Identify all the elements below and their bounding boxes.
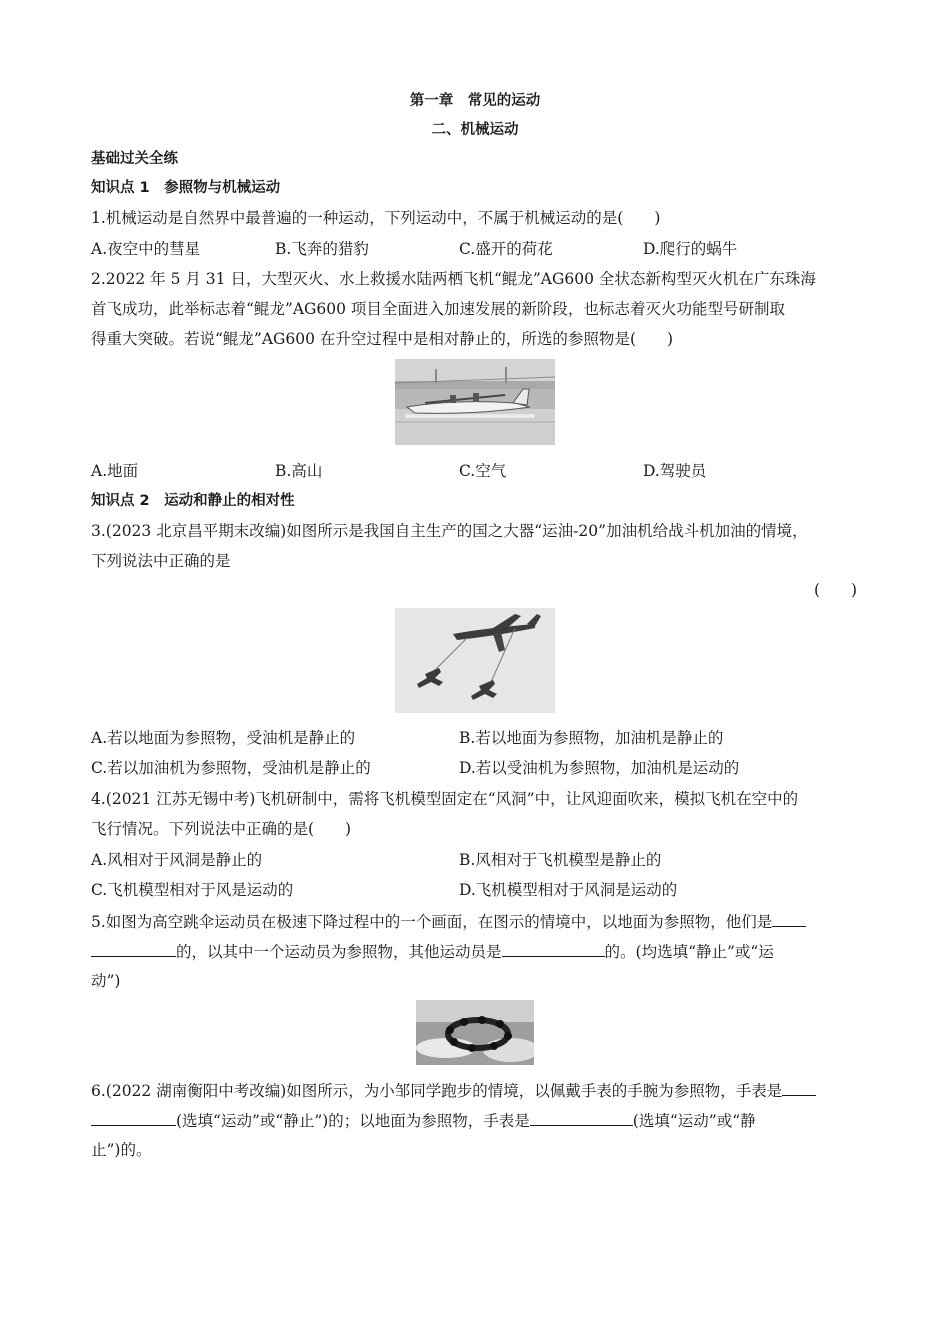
- q3-option-d: D.若以受油机为参照物，加油机是运动的: [459, 759, 740, 777]
- question-6-line-3: 止”)的。: [91, 1141, 152, 1159]
- q4-option-c: C.飞机模型相对于风是运动的: [91, 881, 294, 899]
- question-2-line-2: 首飞成功，此举标志着“鲲龙”AG600 项目全面进入加速发展的新阶段，也标志着灭火功能型号研制取: [91, 300, 785, 318]
- q6-line-1-text: 6.(2022 湖南衡阳中考改编)如图所示，为小邹同学跑步的情境，以佩戴手表的手腕为参照物，手表是: [91, 1082, 783, 1100]
- skydivers-photo: [416, 1000, 534, 1065]
- q6-blank-1-end[interactable]: [91, 1109, 176, 1126]
- q3-answer-bracket: ( ): [814, 581, 858, 599]
- question-5-line-2: [91, 940, 774, 963]
- question-3-line-1: 3.(2023 北京昌平期末改编)如图所示是我国自主生产的国之大器“运油-20”加油机给战斗机加油的情境，: [91, 522, 808, 540]
- q2-option-d: D.驾驶员: [643, 462, 707, 480]
- q5-line-2-text-a: 的，以其中一个运动员为参照物，其他运动员是: [176, 943, 502, 961]
- question-5-line-1: [91, 910, 806, 933]
- q3-option-b: B.若以地面为参照物，加油机是静止的: [459, 729, 724, 747]
- question-5-line-3: 动”): [91, 972, 121, 990]
- q4-option-a: A.风相对于风洞是静止的: [91, 851, 263, 869]
- q5-line-1-text: 5.如图为高空跳伞运动员在极速下降过程中的一个画面，在图示的情境中，以地面为参照物，他们是: [91, 913, 773, 931]
- q6-line-2-text-a: (选填“运动”或“静止”)的；以地面为参照物，手表是: [176, 1112, 530, 1130]
- q4-option-d: D.飞机模型相对于风洞是运动的: [459, 881, 678, 899]
- q2-option-a: A.地面: [91, 462, 139, 480]
- q1-option-c: C.盛开的荷花: [459, 240, 553, 258]
- q1-option-d: D.爬行的蜗牛: [643, 240, 738, 258]
- q2-option-c: C.空气: [459, 462, 507, 480]
- q5-blank-1-start[interactable]: [772, 910, 806, 927]
- chapter-title: 第一章 常见的运动: [409, 93, 541, 109]
- q3-option-a: A.若以地面为参照物，受油机是静止的: [91, 729, 356, 747]
- q1-option-a: A.夜空中的彗星: [91, 240, 201, 258]
- question-3-line-2: 下列说法中正确的是: [91, 552, 231, 570]
- question-6-line-2: [91, 1109, 756, 1132]
- q5-line-2-text-b: 的。(均选填“静止”或“运: [604, 943, 774, 961]
- refueling-aircraft-photo: [395, 608, 555, 713]
- knowledge-point-1: 知识点 1 参照物与机械运动: [91, 180, 281, 196]
- section-title: 二、机械运动: [431, 122, 519, 138]
- question-4-line-2: 飞行情况。下列说法中正确的是( ): [91, 820, 352, 838]
- practice-title: 基础过关全练: [91, 151, 178, 167]
- seaplane-photo: [395, 359, 555, 445]
- question-2-line-3: 得重大突破。若说“鲲龙”AG600 在升空过程中是相对静止的，所选的参照物是( ): [91, 330, 674, 348]
- q6-blank-1-start[interactable]: [782, 1079, 816, 1096]
- question-2-line-1: 2.2022 年 5 月 31 日，大型灭火、水上救援水陆两栖飞机“鲲龙”AG600 全状态新构型灭火机在广东珠海: [91, 270, 816, 288]
- q2-option-b: B.高山: [275, 462, 323, 480]
- q1-option-b: B.飞奔的猎豹: [275, 240, 369, 258]
- knowledge-point-2: 知识点 2 运动和静止的相对性: [91, 493, 295, 509]
- question-4-line-1: 4.(2021 江苏无锡中考)飞机研制中，需将飞机模型固定在“风洞”中，让风迎面吹来，模拟飞机在空中的: [91, 790, 799, 808]
- q5-blank-1-end[interactable]: [91, 940, 176, 957]
- q6-blank-2[interactable]: [530, 1109, 633, 1126]
- question-1-stem: 1.机械运动是自然界中最普遍的一种运动，下列运动中，不属于机械运动的是( ): [91, 209, 661, 227]
- q4-option-b: B.风相对于飞机模型是静止的: [459, 851, 662, 869]
- q6-line-2-text-b: (选填“运动”或“静: [632, 1112, 756, 1130]
- question-6-line-1: [91, 1079, 816, 1102]
- q3-option-c: C.若以加油机为参照物，受油机是静止的: [91, 759, 371, 777]
- q5-blank-2[interactable]: [502, 940, 605, 957]
